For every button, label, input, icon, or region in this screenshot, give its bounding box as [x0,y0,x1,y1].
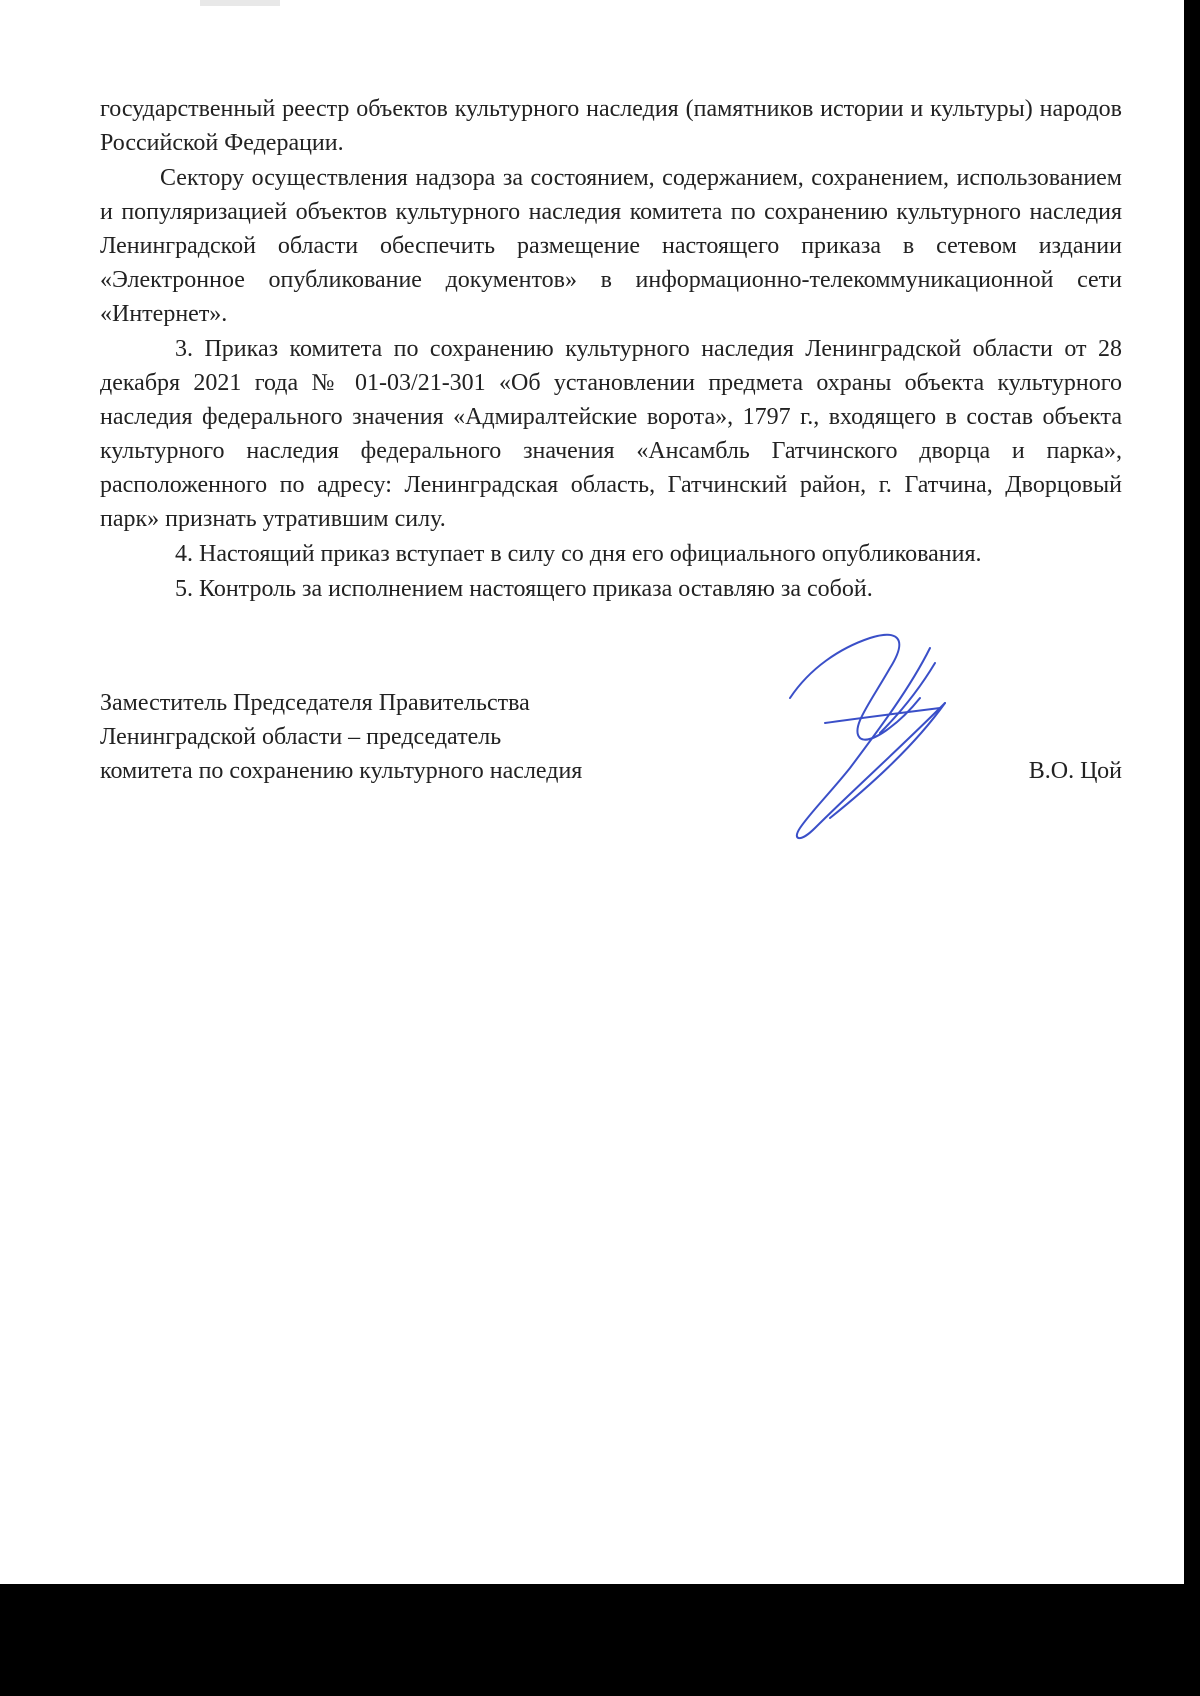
signature-block [100,686,1122,788]
document-body [100,92,1122,607]
signatory-position-line-1: Заместитель Председателя Правительства [100,690,530,716]
signatory-name: В.О. Цой [1028,758,1122,784]
signatory-position-line-2: Ленинградской области – председатель [100,724,502,750]
paragraph-item-3: 3. Приказ комитета по сохранению культурного наследия Ленинградской области от 28 декабря 2021 года № 01-03/21-301 «Об установлении предмета охраны объекта культурного наследия федерального значения «Адмиралтейские ворота», 1797 г., входящего в состав объекта культурного наследия федерального значения «Ансамбль Гатчинского дворца и парка», расположенного по адресу: Ленинградская область, Гатчинский район, г. Гатчина, Дворцовый парк» признать утратившим силу. [100,336,1122,532]
paragraph-item-5: 5. Контроль за исполнением настоящего приказа оставляю за собой. [175,576,873,602]
paragraph-publication-order: Сектору осуществления надзора за состоянием, содержанием, сохранением, использованием и популяризацией объектов культурного наследия комитета по сохранению культурного наследия Ленинградской области обеспечить размещение настоящего приказа в сетевом издании «Электронное опубликование документов» в информационно-телекоммуникационной сети «Интернет». [100,165,1122,327]
paragraph-registry-continuation: государственный реестр объектов культурного наследия (памятников истории и культуры) народов Российской Федерации. [100,96,1122,156]
paragraph-item-4: 4. Настоящий приказ вступает в силу со дня его официального опубликования. [175,541,982,567]
signatory-position-line-3: комитета по сохранению культурного наследия [100,758,583,784]
scan-artifact [200,0,280,6]
